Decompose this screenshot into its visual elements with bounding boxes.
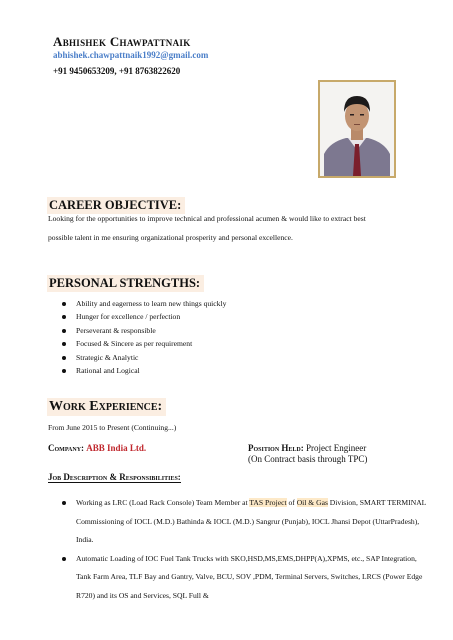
list-item: Focused & Sincere as per requirement [48, 337, 226, 350]
career-objective-heading: CAREER OBJECTIVE: [47, 197, 185, 214]
candidate-phone: +91 9450653209, +91 8763822620 [53, 66, 181, 76]
jd-text: Working as LRC (Load Rack Console) Team Member at [76, 498, 250, 507]
career-objective-text [48, 209, 428, 247]
personal-strengths-heading: PERSONAL STRENGTHS: [47, 275, 204, 292]
list-item: Hunger for excellence / perfection [48, 310, 226, 323]
jd-text: of [286, 498, 297, 507]
list-item [48, 494, 428, 550]
work-period: From June 2015 to Present (Continuing...) [48, 423, 177, 432]
job-description-list [48, 494, 428, 605]
jd-highlight-project: TAS Project [249, 498, 287, 507]
candidate-email[interactable]: abhishek.chawpattnaik1992@gmail.com [53, 50, 209, 60]
work-experience-heading: Work Experience: [47, 398, 166, 416]
position-note: (On Contract basis through TPC) [248, 454, 368, 464]
position-label: Position Held: [248, 443, 304, 453]
position-block [248, 443, 367, 465]
list-item: Ability and eagerness to learn new things quickly [48, 297, 226, 310]
list-item: Strategic & Analytic [48, 351, 226, 364]
list-item: Perseverant & responsible [48, 324, 226, 337]
job-description-heading: Job Description & Responsibilities: [48, 472, 181, 482]
candidate-name: Abhishek Chawpattnaik [53, 34, 191, 49]
profile-photo-illustration [320, 82, 394, 176]
profile-photo [318, 80, 396, 178]
company-name: ABB India Ltd. [86, 443, 147, 453]
career-objective-line-2: possible talent in me ensuring organizational prosperity and personal excellence. [48, 233, 293, 242]
jd-text: Division, SMART TERMINAL Commissioning of IOCL (M.D.) Bathinda & IOCL (M.D.) Sangrur (Punjab), IOCL Jhansi Depot (UttarPradesh), India. [76, 498, 427, 544]
company-label: Company: [48, 443, 85, 453]
jd-highlight-division: Oil & Gas [296, 498, 328, 507]
list-item: Automatic Loading of IOC Fuel Tank Trucks with SKO,HSD,MS,EMS,DHPP(A),XPMS, etc., SAP Integration, Tank Farm Area, TLF Bay and Gantry, Valve, BCU, SOV ,PDM, Terminal Servers, Switches, LRCS (Power Edge R720) and its OS and Services, SQL Full & [48, 550, 428, 606]
position-value: Project Engineer [306, 443, 367, 453]
career-objective-line-1: Looking for the opportunities to improve technical and professional acumen & would like to extract best [48, 214, 366, 223]
list-item: Rational and Logical [48, 364, 226, 377]
personal-strengths-list [48, 297, 226, 377]
company-line [48, 443, 146, 453]
